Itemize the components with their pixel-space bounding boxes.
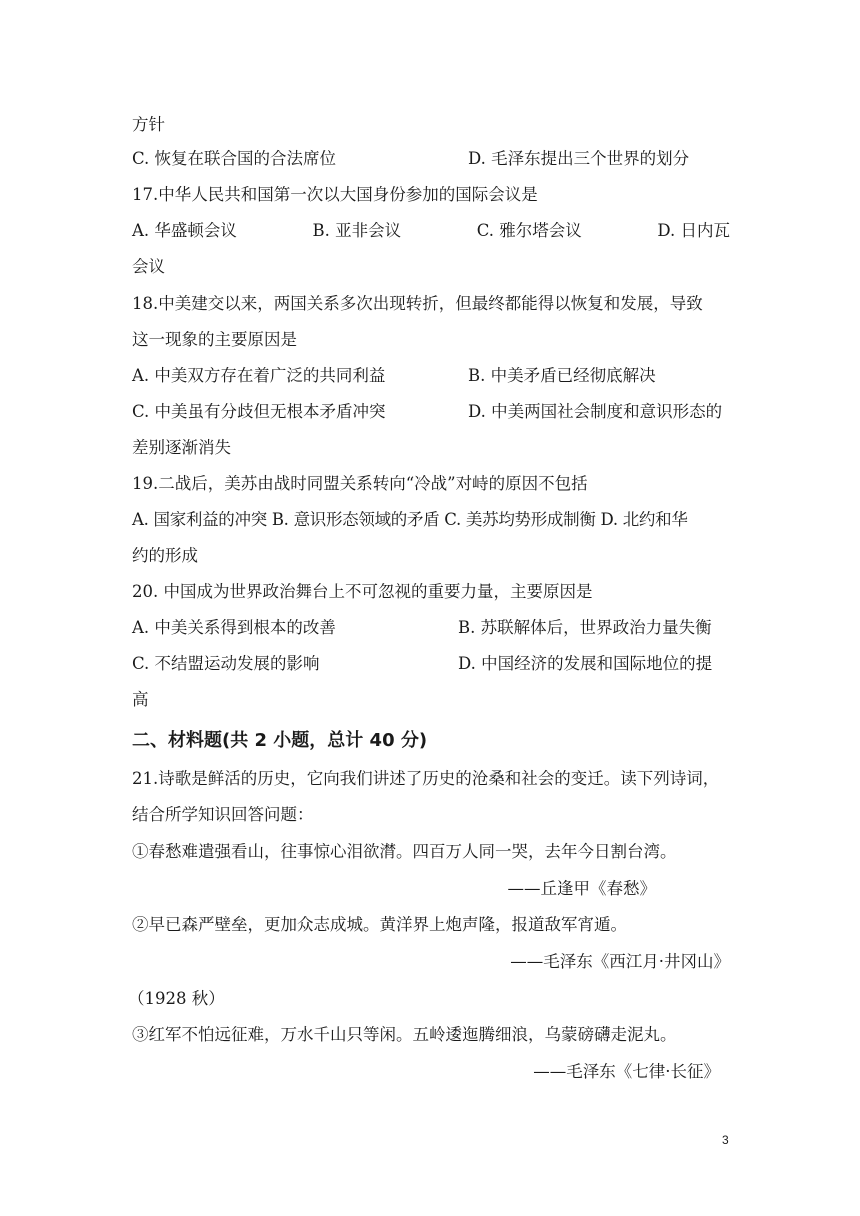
q18-stem-line1: 18.中美建交以来，两国关系多次出现转折，但最终都能得以恢复和发展，导致 bbox=[132, 294, 703, 313]
q18-option-d: D. 中美两国社会制度和意识形态的 bbox=[468, 402, 723, 421]
q18-option-c: C. 中美虽有分歧但无根本矛盾冲突 bbox=[132, 402, 386, 421]
q17-options bbox=[132, 220, 730, 242]
q18-option-a: A. 中美双方存在着广泛的共同利益 bbox=[132, 366, 386, 385]
section-heading: 二、材料题(共 2 小题，总计 40 分) bbox=[132, 730, 428, 751]
q17-option-d: D. 日内瓦 bbox=[657, 221, 730, 240]
q20-option-d: D. 中国经济的发展和国际地位的提 bbox=[458, 654, 713, 673]
q19-stem: 19.二战后，美苏由战时同盟关系转向“冷战”对峙的原因不包括 bbox=[132, 474, 588, 493]
q17-option-a: A. 华盛顿会议 bbox=[132, 221, 237, 240]
q20-option-b: B. 苏联解体后，世界政治力量失衡 bbox=[458, 618, 712, 637]
q21-stem-line1: 21.诗歌是鲜活的历史，它向我们讲述了历史的沧桑和社会的变迁。读下列诗词， bbox=[132, 769, 720, 788]
q16-continuation: 方针 bbox=[132, 115, 165, 134]
poem-3-source: ——毛泽东《七律·长征》 bbox=[533, 1062, 720, 1081]
q18-continuation: 差别逐渐消失 bbox=[132, 438, 231, 457]
q19-options: A. 国家利益的冲突 B. 意识形态领域的矛盾 C. 美苏均势形成制衡 D. 北约和华 bbox=[132, 510, 688, 529]
q17-stem: 17.中华人民共和国第一次以大国身份参加的国际会议是 bbox=[132, 185, 538, 204]
poem-2-date: （1928 秋） bbox=[128, 989, 225, 1008]
q17-option-c: C. 雅尔塔会议 bbox=[476, 221, 582, 240]
q19-continuation: 约的形成 bbox=[132, 546, 198, 565]
q20-option-a: A. 中美关系得到根本的改善 bbox=[132, 618, 336, 637]
q18-option-b: B. 中美矛盾已经彻底解决 bbox=[468, 366, 656, 385]
page-number: 3 bbox=[722, 1133, 729, 1147]
q18-stem-line2: 这一现象的主要原因是 bbox=[132, 330, 297, 349]
poem-3: ③红军不怕远征难，万水千山只等闲。五岭逶迤腾细浪，乌蒙磅礴走泥丸。 bbox=[132, 1025, 677, 1044]
q17-option-b: B. 亚非会议 bbox=[312, 221, 402, 240]
q17-continuation: 会议 bbox=[132, 257, 165, 276]
q20-option-c: C. 不结盟运动发展的影响 bbox=[132, 654, 320, 673]
q16-option-d: D. 毛泽东提出三个世界的划分 bbox=[468, 149, 690, 168]
poem-2: ②早已森严壁垒，更加众志成城。黄洋界上炮声隆，报道敌军宵遁。 bbox=[132, 915, 627, 934]
poem-1: ①春愁难遣强看山，往事惊心泪欲潸。四百万人同一哭，去年今日割台湾。 bbox=[132, 842, 677, 861]
q21-stem-line2: 结合所学知识回答问题： bbox=[132, 805, 314, 824]
poem-1-source: ——丘逢甲《春愁》 bbox=[507, 879, 656, 898]
q20-stem: 20. 中国成为世界政治舞台上不可忽视的重要力量，主要原因是 bbox=[132, 582, 593, 601]
q20-continuation: 高 bbox=[132, 690, 149, 709]
poem-2-source: ——毛泽东《西江月·井冈山》 bbox=[510, 952, 730, 971]
q16-option-c: C. 恢复在联合国的合法席位 bbox=[132, 149, 337, 168]
